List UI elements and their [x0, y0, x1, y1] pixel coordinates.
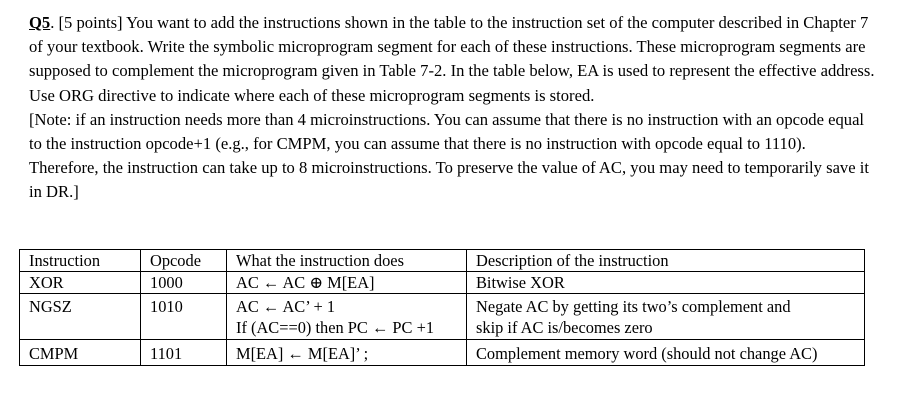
row-instruction: NGSZ [29, 297, 72, 316]
table-row [20, 272, 865, 294]
row-instruction: XOR [29, 273, 64, 292]
question-intro-body: . [5 points] You want to add the instructions shown in the table to the instruction set of the computer described in Chapter 7 of your textbook. Write the symbolic microprogram segment for each of these instructions. These microprogram segments are supposed to complement the microprogram given in Table 7-2. In the table below, EA is used to represent the effective address. Use ORG directive to indicate where each of these microprogram segments is stored. [29, 13, 875, 105]
row-what-it-does-line1: AC ← AC’ + 1 [236, 297, 336, 316]
header-instruction: Instruction [29, 251, 101, 270]
table-header-row [20, 250, 865, 272]
row-what-it-does: AC ← AC ⊕ M[EA] [227, 272, 467, 294]
row-description [467, 294, 865, 340]
question-text [29, 11, 879, 205]
row-description-line1: Negate AC by getting its two’s complement and [476, 297, 791, 316]
instruction-table [19, 249, 865, 366]
row-opcode: 1010 [141, 294, 227, 340]
row-description-line2: skip if AC is/becomes zero [476, 318, 653, 337]
header-description: Description of the instruction [467, 250, 865, 272]
row-what-it-does-line2: If (AC==0) then PC ← PC +1 [236, 318, 435, 337]
header-what-it-does: What the instruction does [227, 250, 467, 272]
table-row [20, 340, 865, 366]
question-number: Q5 [29, 13, 51, 32]
row-what-it-does: M[EA] ← M[EA]’ ; [227, 340, 467, 366]
row-instruction: CMPM [29, 344, 79, 363]
row-description: Complement memory word (should not change AC) [467, 340, 865, 366]
table-row [20, 294, 865, 340]
question-note: [Note: if an instruction needs more than 4 microinstructions. You can assume that there is no instruction with an opcode equal to the instruction opcode+1 (e.g., for CMPM, you can assume that there is no instruction with opcode equal to 1110). Therefore, the instruction can take up to 8 microinstructions. To preserve the value of AC, you may need to temporarily save it in DR.] [29, 109, 869, 202]
row-what-it-does [227, 294, 467, 340]
row-opcode: 1101 [141, 340, 227, 366]
row-description: Bitwise XOR [467, 272, 865, 294]
question-intro [29, 11, 879, 108]
header-opcode: Opcode [141, 250, 227, 272]
row-opcode: 1000 [141, 272, 227, 294]
